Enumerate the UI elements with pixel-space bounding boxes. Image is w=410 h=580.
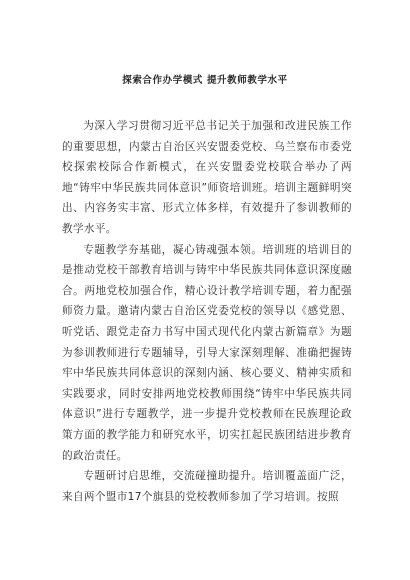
paragraph: 专题研讨启思维，交流碰撞助提升。培训覆盖面广泛，来自两个盟市17个旗县的党校教师参加了学习培训。按照	[62, 470, 352, 503]
document-title: 探索合作办学模式 提升教师教学水平	[122, 75, 288, 86]
paragraph: 专题教学夯基础，凝心铸魂强本领。培训班的培训目的是推动党校干部教育培训与铸牢中华民族共同体意识深度融合。两地党校加强合作，精心设计教学培训专题，着力配强师资力量。邀请内蒙古自治区党委党校的领导以《感党恩、听党话、跟党走奋力书写中国式现代化内蒙古新篇章》为题为参训教师进行专题辅导，引导大家深刻理解、准确把握铸牢中华民族共同体意识的深刻内涵、核心要义、精神实质和实践要求，同时安排两地党校教师围绕“铸牢中华民族共同体意识”进行专题教学，进一步提升党校教师在民族理论政策方面的教学能力和研究水平，切实扛起民族团结进步教育的政治责任。	[62, 243, 352, 462]
document-body	[62, 116, 352, 507]
paragraph: 为深入学习贯彻习近平总书记关于加强和改进民族工作的重要思想，内蒙古自治区兴安盟委党校、乌兰察布市委党校探索校际合作新模式，在兴安盟委党校联合举办了两地“铸牢中华民族共同体意识”师资培训班。培训主题鲜明突出、内容务实丰富、形式立体多样，有效提升了参训教师的教学水平。	[62, 120, 352, 235]
